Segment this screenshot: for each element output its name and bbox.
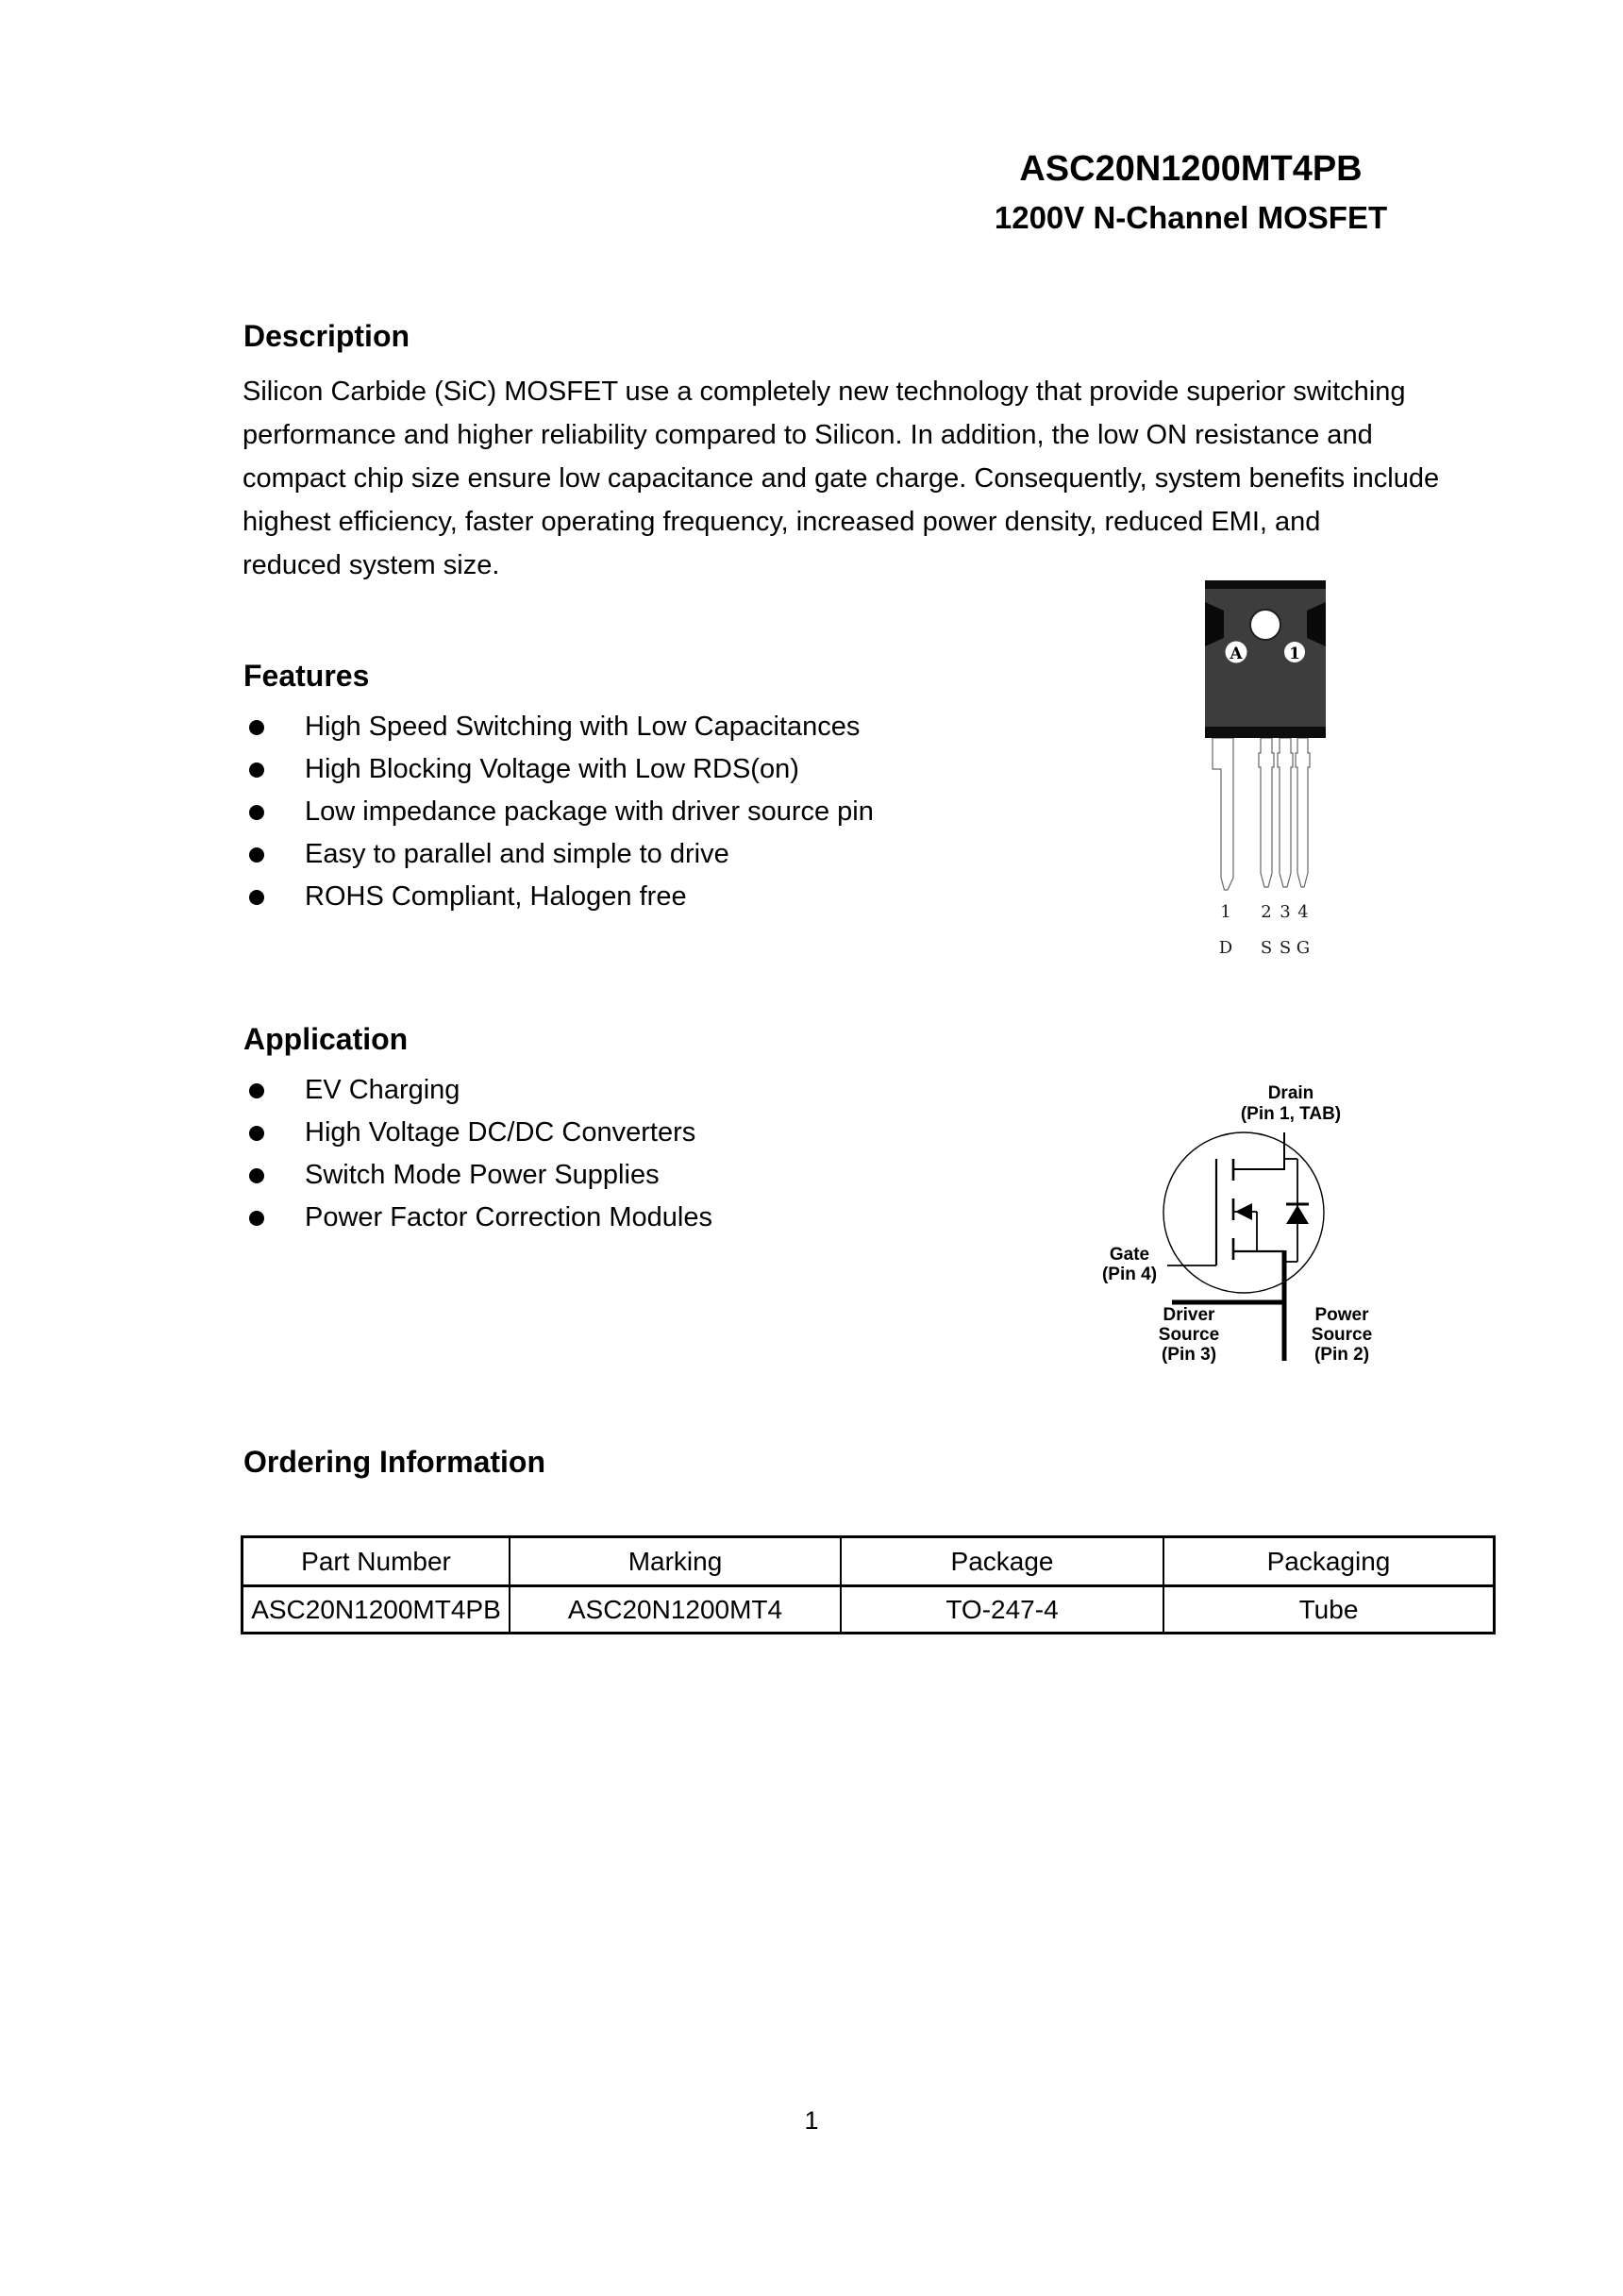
application-text: Power Factor Correction Modules: [305, 1202, 712, 1232]
bullet-icon: [249, 805, 264, 820]
driver-source-label: Source: [1158, 1325, 1220, 1345]
bullet-icon: [249, 1168, 264, 1183]
mark-1-label: 1: [1289, 645, 1300, 663]
to-247-4-package-figure: [1184, 566, 1373, 963]
diode-triangle: [1286, 1205, 1309, 1224]
driver-source-label: Driver: [1163, 1305, 1215, 1325]
cell-marking: ASC20N1200MT4: [510, 1586, 841, 1634]
column-header-packaging: Packaging: [1163, 1537, 1495, 1586]
bullet-icon: [249, 1083, 264, 1098]
bullet-icon: [249, 1211, 264, 1226]
description-line: highest efficiency, faster operating frequency, increased power density, reduced EMI, and: [243, 507, 1321, 537]
list-item: [249, 791, 1193, 833]
gate-pin-label: (Pin 4): [1101, 1265, 1158, 1284]
application-heading: Application: [243, 1022, 409, 1056]
description-line: performance and higher reliability compared to Silicon. In addition, the low ON resistance and: [243, 420, 1373, 450]
list-item: [249, 1154, 1193, 1197]
package-body: [1205, 587, 1326, 727]
bullet-icon: [249, 720, 264, 735]
description-line: Silicon Carbide (SiC) MOSFET use a completely new technology that provide superior switching: [243, 377, 1406, 407]
description-paragraph: [243, 370, 1440, 587]
gate-label: Gate: [1109, 1245, 1150, 1265]
pin-name-label: G: [1296, 938, 1311, 958]
list-item: [249, 1112, 1193, 1154]
description-heading: Description: [243, 319, 410, 353]
power-source-pin-label: (Pin 2): [1313, 1345, 1370, 1365]
application-list: [249, 1069, 1193, 1239]
driver-source-pin-label: (Pin 3): [1161, 1345, 1217, 1365]
application-text: EV Charging: [305, 1075, 460, 1105]
pin-3-source-lead: [1278, 738, 1293, 887]
column-header-part-number: Part Number: [243, 1537, 510, 1586]
table-header-row: [243, 1537, 1495, 1586]
feature-text: Easy to parallel and simple to drive: [305, 839, 729, 869]
package-top-edge: [1205, 580, 1326, 589]
list-item: [249, 833, 1193, 876]
page-number: 1: [804, 2106, 819, 2135]
cell-package: TO-247-4: [841, 1586, 1163, 1634]
bullet-icon: [249, 1126, 264, 1141]
part-subtitle: 1200V N-Channel MOSFET: [994, 199, 1388, 235]
ordering-heading: Ordering Information: [243, 1445, 545, 1479]
features-list: [249, 706, 1193, 918]
pin-number-label: 1: [1220, 902, 1231, 922]
power-source-label: Power: [1314, 1305, 1369, 1325]
list-item: [249, 876, 1193, 918]
mark-a-label: A: [1230, 645, 1243, 663]
description-line: compact chip size ensure low capacitance and gate charge. Consequently, system benefits include: [243, 463, 1440, 494]
mounting-hole: [1250, 610, 1280, 640]
pin-number-label: 2: [1261, 902, 1272, 922]
body-arrow: [1235, 1203, 1252, 1220]
cell-part-number: ASC20N1200MT4PB: [243, 1586, 510, 1634]
list-item: [249, 706, 1193, 748]
table-row: [243, 1586, 1495, 1634]
drain-pin-label: (Pin 1, TAB): [1240, 1104, 1342, 1124]
part-number-title: ASC20N1200MT4PB: [1019, 149, 1363, 189]
power-source-label: Source: [1311, 1325, 1373, 1345]
pin-number-label: 3: [1280, 902, 1291, 922]
pin-name-label: S: [1260, 938, 1273, 958]
list-item: [249, 1069, 1193, 1112]
pin-4-gate-lead: [1296, 738, 1310, 887]
feature-text: Low impedance package with driver source pin: [305, 796, 874, 827]
cell-packaging: Tube: [1163, 1586, 1495, 1634]
description-line: reduced system size.: [243, 550, 500, 580]
ordering-table: [241, 1535, 1496, 1634]
mosfet-symbol-figure: [1090, 1066, 1467, 1397]
list-item: [249, 748, 1193, 791]
list-item: [249, 1197, 1193, 1239]
bullet-icon: [249, 847, 264, 863]
column-header-package: Package: [841, 1537, 1163, 1586]
pin-2-source-lead: [1259, 738, 1274, 887]
feature-text: High Speed Switching with Low Capacitances: [305, 712, 861, 742]
pin-name-label: S: [1279, 938, 1292, 958]
application-text: Switch Mode Power Supplies: [305, 1160, 660, 1190]
feature-text: ROHS Compliant, Halogen free: [305, 881, 687, 912]
title-block: [908, 149, 1474, 236]
application-text: High Voltage DC/DC Converters: [305, 1117, 696, 1148]
pin-1-drain-lead: [1213, 738, 1233, 890]
bullet-icon: [249, 763, 264, 778]
drain-label: Drain: [1267, 1083, 1314, 1103]
bullet-icon: [249, 890, 264, 905]
pin-number-label: 4: [1297, 902, 1309, 922]
feature-text: High Blocking Voltage with Low RDS(on): [305, 754, 799, 784]
package-bottom-edge: [1205, 727, 1326, 738]
column-header-marking: Marking: [510, 1537, 841, 1586]
pin-name-label: D: [1218, 938, 1233, 958]
features-heading: Features: [243, 659, 370, 693]
